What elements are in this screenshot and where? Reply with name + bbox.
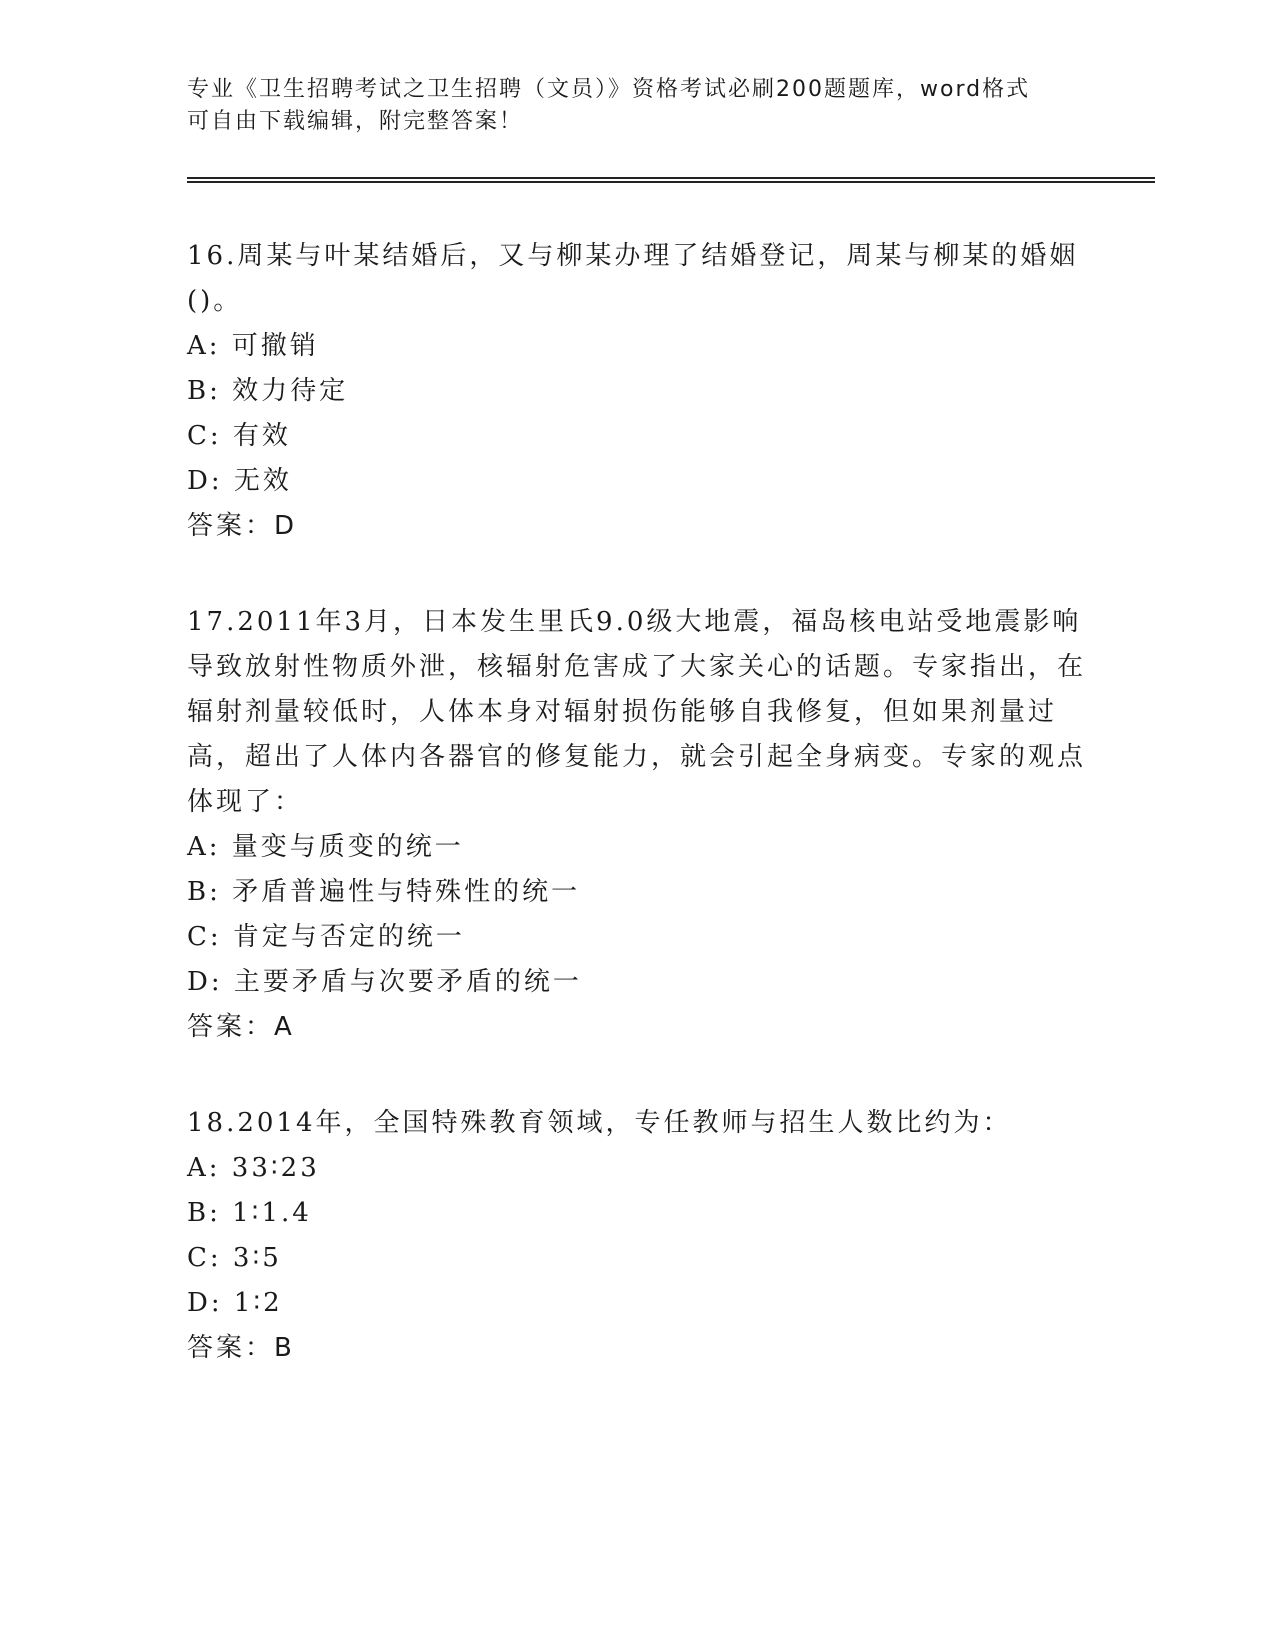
question-17 — [187, 600, 1087, 1050]
header-line-1: 专业《卫生招聘考试之卫生招聘（文员）》资格考试必刷200题题库，word格式 — [187, 77, 1031, 102]
option-c: C: 有效 — [187, 421, 291, 451]
question-16 — [187, 234, 1087, 549]
option-c: C: 3∶5 — [187, 1243, 282, 1273]
option-a: A: 量变与质变的统一 — [187, 832, 464, 862]
option-b: B: 1∶1.4 — [187, 1198, 312, 1228]
option-c: C: 肯定与否定的统一 — [187, 922, 465, 952]
option-d: D: 主要矛盾与次要矛盾的统一 — [187, 967, 582, 997]
option-a: A: 33∶23 — [187, 1153, 320, 1183]
option-d: D: 1∶2 — [187, 1288, 283, 1318]
option-d: D: 无效 — [187, 466, 292, 496]
header-divider — [187, 177, 1155, 183]
option-a: A: 可撤销 — [187, 331, 319, 361]
option-b: B: 矛盾普遍性与特殊性的统一 — [187, 877, 581, 907]
question-stem: 16.周某与叶某结婚后，又与柳某办理了结婚登记，周某与柳某的婚姻()。 — [187, 241, 1079, 316]
option-b: B: 效力待定 — [187, 376, 349, 406]
answer: 答案：D — [187, 511, 298, 541]
document-header — [187, 74, 1067, 138]
answer: 答案：A — [187, 1012, 295, 1042]
question-stem: 17.2011年3月，日本发生里氏9.0级大地震，福岛核电站受地震影响导致放射性物质外泄，核辐射危害成了大家关心的话题。专家指出，在辐射剂量较低时，人体本身对辐射损伤能够自我修复，但如果剂量过高，超出了人体内各器官的修复能力，就会引起全身病变。专家的观点体现了： — [187, 607, 1087, 817]
question-stem: 18.2014年，全国特殊教育领域，专任教师与招生人数比约为： — [187, 1108, 1012, 1138]
question-18 — [187, 1101, 1087, 1371]
header-line-2: 可自由下载编辑，附完整答案！ — [187, 109, 524, 134]
answer: 答案：B — [187, 1333, 295, 1363]
